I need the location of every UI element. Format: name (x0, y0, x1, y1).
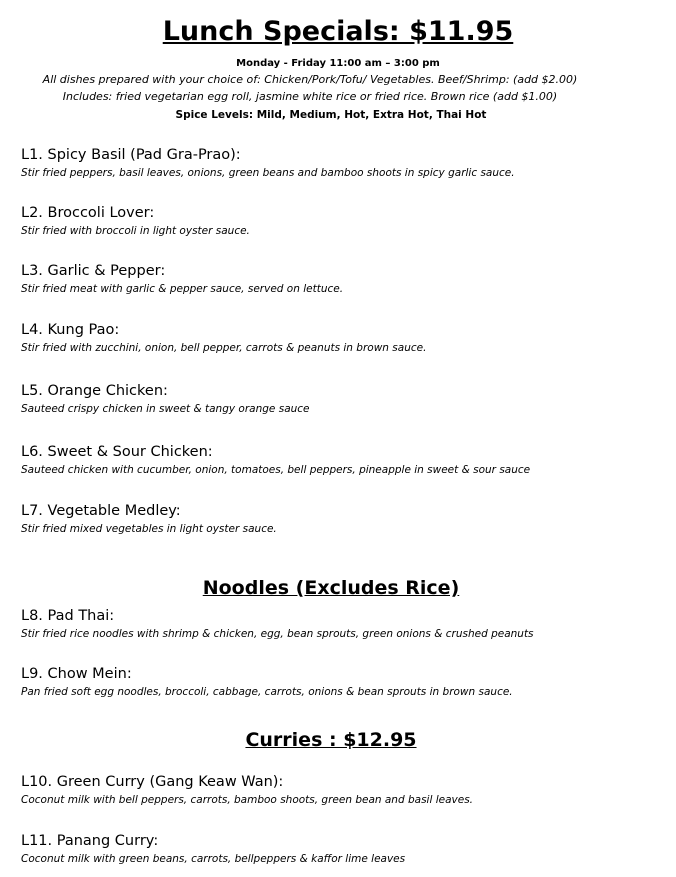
item-description: Coconut milk with green beans, carrots, bellpeppers & kaffor lime leaves (21, 853, 406, 865)
spice-levels: Spice Levels: Mild, Medium, Hot, Extra Hot, Thai Hot (175, 109, 487, 121)
item-name: L1. Spicy Basil (Pad Gra-Prao): (21, 147, 241, 163)
item-description: Stir fried meat with garlic & pepper sauce, served on lettuce. (21, 283, 344, 295)
item-name: L4. Kung Pao: (21, 322, 120, 338)
item-description: Stir fried with broccoli in light oyster sauce. (21, 225, 250, 237)
menu-item-l2 (21, 203, 661, 239)
item-description: Stir fried rice noodles with shrimp & chicken, egg, bean sprouts, green onions & crushed peanuts (21, 628, 534, 640)
item-description: Sauteed crispy chicken in sweet & tangy orange sauce (21, 403, 310, 415)
item-name: L6. Sweet & Sour Chicken: (21, 444, 213, 460)
item-description: Coconut milk with bell peppers, carrots, bamboo shoots, green bean and basil leaves. (21, 794, 474, 806)
protein-note: All dishes prepared with your choice of: Chicken/Pork/Tofu/ Vegetables. Beef/Shrimp: (add $2.00) (42, 73, 578, 86)
menu-item-l8 (21, 606, 661, 642)
item-name: L8. Pad Thai: (21, 608, 115, 624)
item-name: L11. Panang Curry: (21, 833, 159, 849)
page-title: Lunch Specials: $11.95 (162, 16, 514, 47)
menu-item-l7 (21, 501, 661, 537)
item-description: Stir fried mixed vegetables in light oyster sauce. (21, 523, 277, 535)
menu-item-l11 (21, 831, 661, 867)
item-name: L2. Broccoli Lover: (21, 205, 155, 221)
item-name: L9. Chow Mein: (21, 666, 132, 682)
menu-item-l1 (21, 145, 661, 181)
menu-item-l4 (21, 320, 661, 356)
menu-item-l9 (21, 664, 661, 700)
item-name: L5. Orange Chicken: (21, 383, 168, 399)
menu-item-l6 (21, 442, 661, 478)
noodles-section-title: Noodles (Excludes Rice) (202, 577, 460, 599)
item-description: Pan fried soft egg noodles, broccoli, cabbage, carrots, onions & bean sprouts in brown sauce. (21, 686, 513, 698)
menu-item-l3 (21, 261, 661, 297)
item-name: L3. Garlic & Pepper: (21, 263, 166, 279)
item-name: L7. Vegetable Medley: (21, 503, 181, 519)
item-description: Stir fried with zucchini, onion, bell pepper, carrots & peanuts in brown sauce. (21, 342, 427, 354)
hours-text: Monday - Friday 11:00 am – 3:00 pm (236, 58, 440, 69)
item-description: Stir fried peppers, basil leaves, onions, green beans and bamboo shoots in spicy garlic sauce. (21, 167, 515, 179)
includes-note: Includes: fried vegetarian egg roll, jasmine white rice or fried rice. Brown rice (add $1.00) (62, 90, 558, 103)
menu-item-l5 (21, 381, 661, 417)
item-name: L10. Green Curry (Gang Keaw Wan): (21, 774, 284, 790)
item-description: Sauteed chicken with cucumber, onion, tomatoes, bell peppers, pineapple in sweet & sour sauce (21, 464, 531, 476)
menu-item-l10 (21, 772, 661, 808)
curries-section-title: Curries : $12.95 (245, 729, 417, 751)
